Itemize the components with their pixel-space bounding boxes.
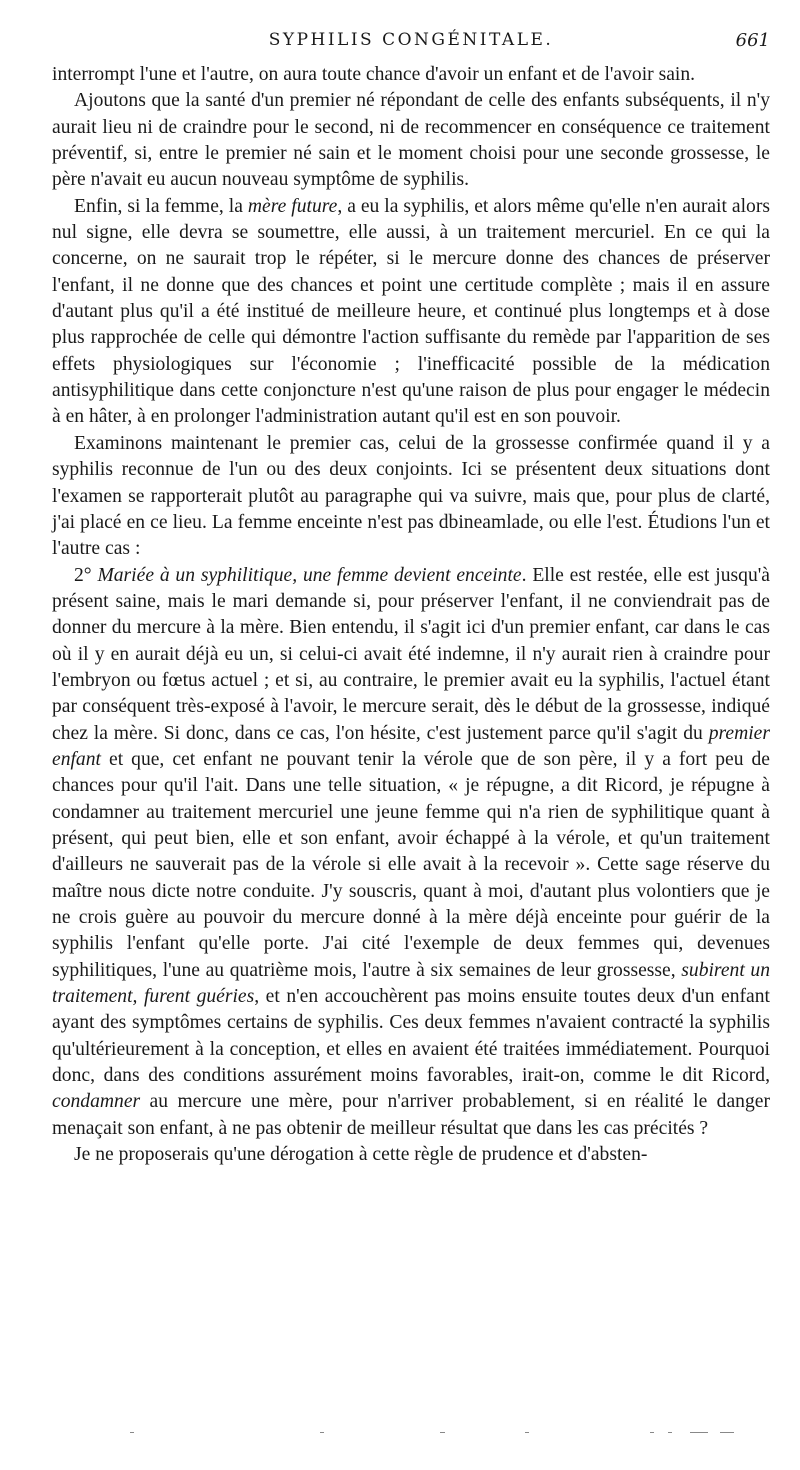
- running-head: [52, 28, 770, 60]
- print-mark: [440, 1432, 445, 1433]
- print-mark: [720, 1432, 734, 1433]
- italic-phrase: premier enfant: [52, 722, 770, 770]
- italic-phrase: mère future: [247, 195, 338, 217]
- paragraph: [52, 563, 770, 1143]
- print-mark: [690, 1432, 708, 1433]
- print-mark: [668, 1432, 672, 1433]
- italic-phrase: subirent un traitement, furent guéries: [52, 959, 771, 1008]
- page-number: 661: [735, 30, 770, 51]
- text-run: , et n'en accouchèrent pas moins ensuite toutes deux d'un enfant ayant des symptômes certains de syphilis. Ces deux femmes n'avaient contracté la syphilis qu'ultérieurement à la conception, et elles en avaient été traitées immédiatement. Pourquoi donc, dans des conditions assurément moins favorables, irait-on, comme le dit Ricord,: [52, 986, 770, 1087]
- running-title: SYPHILIS CONGÉNITALE.: [268, 30, 554, 50]
- paragraph: Examinons maintenant le premier cas, celui de la grossesse confirmée quand il y a syphilis reconnue de l'un ou des deux conjoints. Ici se présentent deux situations dont l'examen se rapporterait plutôt au paragraphe qui va suivre, mais que, pour plus de clarté, j'ai placé en ce lieu. La femme enceinte n'est pas dbineamlade, ou elle l'est. Étudions l'un et l'autre cas :: [52, 432, 770, 560]
- text-run: au mercure une mère, pour n'arriver probablement, si en réalité le danger menaçait son enfant, à ne pas obtenir de meilleur résultat que dans les cas précités ?: [52, 1091, 770, 1139]
- print-mark: [650, 1432, 654, 1433]
- text-run: , a eu la syphilis, et alors même qu'elle n'en aurait alors nul signe, elle devra se soumettre, elle aussi, à un traitement mercuriel. En ce qui la concerne, on ne saurait trop le répéter, si le mercure donne des chances de préserver l'enfant, il ne donne que des chances et point une certitude complète ; mais il en assure d'autant plus qu'il a été institué de meilleure heure, et continué plus longtemps et à dose plus rapprochée de celle qui démontre l'action suffisante du remède par l'apparition de ses effets physiologiques sur l'économie ; l'inefficacité possible de la médication antisyphilitique dans cette conjoncture n'est qu'une raison de plus pour engager le médecin à en hâter, à en prolonger l'administration autant qu'il est en son pouvoir.: [52, 195, 770, 428]
- print-mark: [525, 1432, 529, 1433]
- print-mark: [320, 1432, 324, 1433]
- italic-phrase: condamner: [52, 1091, 141, 1113]
- paragraph: [52, 194, 770, 431]
- text-body: [52, 62, 770, 1168]
- paragraph-continued: interrompt l'une et l'autre, on aura toute chance d'avoir un enfant et de l'avoir sain.: [52, 64, 696, 85]
- print-mark: [130, 1432, 134, 1433]
- text-run: et que, cet enfant ne pouvant tenir la vérole que de son père, il y a fort peu de chances pour qu'il l'ait. Dans une telle situation, « je répugne, a dit Ricord, je répugne à condamner au traitement mercuriel une jeune femme qui n'a rien de syphilitique quant à présent, qui peut bien, elle et son enfant, avoir échappé à la vérole, et qu'un traitement d'ailleurs ne sauverait pas de la vérole si elle avait à la recevoir ». Cette sage réserve du maître nous dicte notre conduite. J'y souscris, quant à moi, d'autant plus volontiers que je ne crois guère au pouvoir du mercure donné à la mère déjà enceinte pour guérir de la syphilis l'enfant qu'elle porte. J'ai cité l'exemple de deux femmes qui, devenues syphilitiques, l'une au quatrième mois, l'autre à six semaines de leur grossesse,: [52, 748, 770, 981]
- text-run: Enfin, si la femme, la: [74, 195, 248, 217]
- text-run: . Elle est restée, elle est jusqu'à présent saine, mais le mari demande si, pour préserver l'enfant, il ne conviendrait pas de donner du mercure à la mère. Bien entendu, il s'agit ici d'un premier enfant, car dans le cas où il y en aurait déjà eu un, si celui-ci avait été indemne, il n'y aurait rien à craindre pour l'embryon ou fœtus actuel ; et si, au contraire, le premier avait eu la syphilis, l'actuel étant par conséquent très-exposé à l'avoir, le mercure serait, dès le début de la grossesse, indiqué chez la mère. Si donc, dans ce cas, l'on hésite, c'est justement parce qu'il s'agit du: [52, 564, 770, 744]
- italic-phrase: Mariée à un syphilitique, une femme devient enceinte: [97, 564, 522, 586]
- footer-print-marks: [120, 1432, 760, 1438]
- paragraph: Je ne proposerais qu'une dérogation à cette règle de prudence et d'absten-: [74, 1144, 648, 1166]
- paragraph: Ajoutons que la santé d'un premier né répondant de celle des enfants subséquents, il n'y aurait lieu ni de craindre pour le second, ni de recommencer en conséquence ce traitement préventif, si, entre le premier né sain et le moment choisi pour une seconde grossesse, le père n'avait eu aucun nouveau symptôme de syphilis.: [52, 90, 770, 191]
- text-run: 2°: [74, 564, 98, 586]
